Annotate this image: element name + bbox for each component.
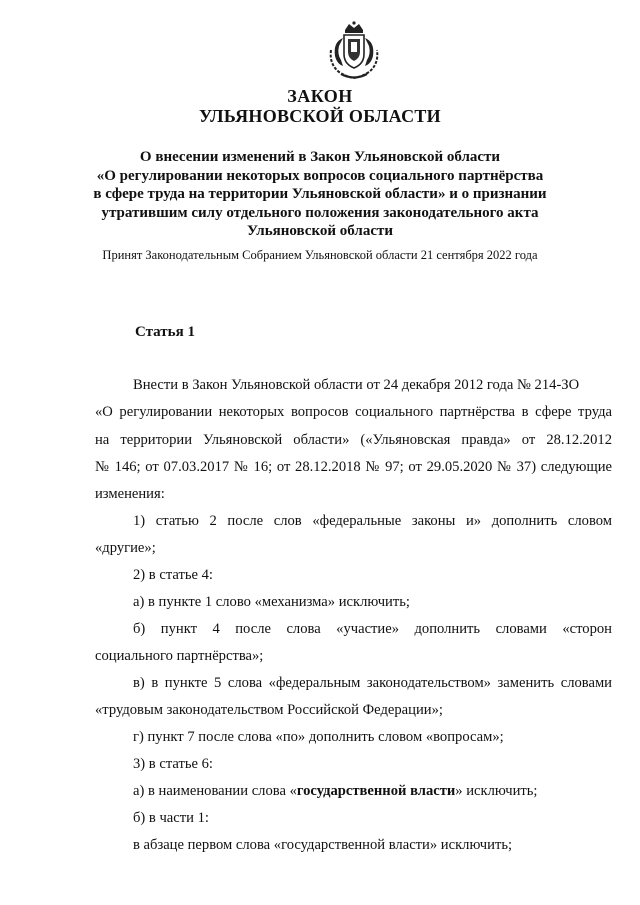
law-title-line: «О регулировании некоторых вопросов социального партнёрства [96,167,544,184]
paragraph-line: «О регулировании некоторых вопросов социального партнёрства в сфере труда [95,404,612,420]
list-item: 1) статью 2 после слов «федеральные законы и» дополнить словом [133,513,612,529]
list-item: 2) в статье 4: [133,567,213,583]
law-title-line: утратившим силу отдельного положения законодательного акта [101,204,539,221]
article-heading: Статья 1 [135,324,195,340]
paragraph-line: на территории Ульяновской области» («Ульяновская правда» от 28.12.2012 [95,432,612,448]
list-item: 3) в статье 6: [133,756,213,772]
paragraph-line: Внести в Закон Ульяновской области от 24 декабря 2012 года № 214-ЗО [133,377,580,393]
list-item: социального партнёрства»; [95,648,264,664]
coat-of-arms-emblem [325,20,383,82]
paragraph-line: № 146; от 07.03.2017 № 16; от 28.12.2018 № 97; от 29.05.2020 № 37) следующие [95,459,612,475]
list-item: а) в пункте 1 слово «механизма» исключить; [133,594,410,610]
list-item [133,782,538,800]
list-item-text: а) в наименовании слова « [133,783,297,799]
list-item: г) пункт 7 после слова «по» дополнить словом «вопросам»; [133,729,504,745]
region-name: УЛЬЯНОВСКОЙ ОБЛАСТИ [199,106,441,126]
list-item: в абзаце первом слова «государственной власти» исключить; [133,837,513,853]
list-item: б) пункт 4 после слова «участие» дополнить словами «сторон [133,621,612,637]
list-item: б) в части 1: [133,810,209,826]
list-item: «другие»; [95,540,156,556]
law-word: ЗАКОН [287,86,353,106]
adoption-note: Принят Законодательным Собранием Ульяновской области 21 сентября 2022 года [102,248,538,262]
law-title-line: О внесении изменений в Закон Ульяновской области [139,149,501,165]
list-item-text: » исключить; [455,783,538,799]
list-item: в) в пункте 5 слова «федеральным законодательством» заменить словами [133,675,612,691]
list-item: «трудовым законодательством Российской Федерации»; [95,702,443,718]
paragraph-line: изменения: [95,486,165,502]
law-title-line: в сфере труда на территории Ульяновской области» и о признании [93,186,547,202]
bold-phrase: государственной власти [296,783,456,799]
law-title-line: Ульяновской области [246,223,394,239]
